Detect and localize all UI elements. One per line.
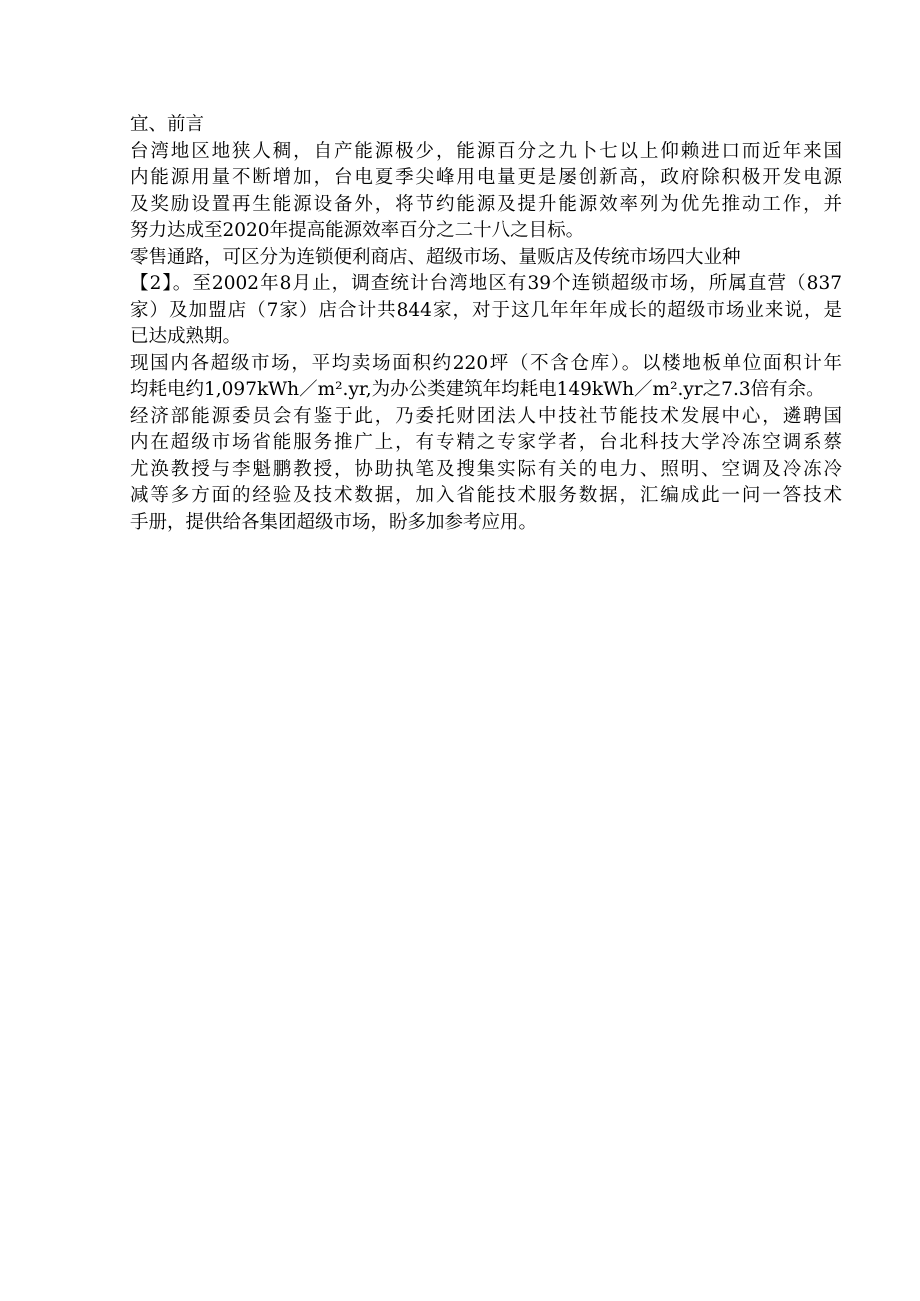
paragraph-line: 【2】。至2002年8月止，调查统计台湾地区有39个连锁超级市场，所属直营（837 <box>130 273 842 294</box>
paragraph-line: 手册，提供给各集团超级市场，盼多加参考应用。 <box>130 511 538 533</box>
section-heading: 宜、前言 <box>130 114 205 135</box>
paragraph-retail-channels <box>130 245 842 351</box>
paragraph-line: 家）及加盟店（7家）店合计共844家，对于这几年年年成长的超级市场业来说，是 <box>130 299 842 321</box>
paragraph-line: 已达成熟期。 <box>130 326 242 347</box>
paragraph-energy-consumption <box>130 351 842 404</box>
paragraph-energy-policy <box>130 139 842 245</box>
paragraph-handbook-purpose <box>130 404 842 537</box>
paragraph-line: 台湾地区地狭人稠，自产能源极少，能源百分之九卜七以上仰赖进口而近年来国 <box>130 140 842 162</box>
paragraph-line: 减等多方面的经验及技术数据，加入省能技术服务数据，汇编成此一问一答技术 <box>130 485 842 506</box>
paragraph-line: 经济部能源委员会有鉴于此，乃委托财团法人中技社节能技术发展中心，遴聘国 <box>130 405 842 427</box>
paragraph-line: 零售通路，可区分为连锁便利商店、超级市场、量贩店及传统市场四大业种 <box>130 246 741 268</box>
paragraph-line: 努力达成至2020年提高能源效率百分之二十八之目标。 <box>130 220 585 241</box>
paragraph-line: 现国内各超级市场，平均卖场面积约220坪（不含仓库）。以楼地板单位面积计年 <box>130 352 842 374</box>
document-body <box>130 112 842 536</box>
paragraph-line: 及奖励设置再生能源设备外，将节约能源及提升能源效率列为优先推动工作，并 <box>130 193 842 215</box>
paragraph-line: 内能源用量不断增加，台电夏季尖峰用电量更是屡创新高，政府除积极开发电源 <box>130 167 842 188</box>
paragraph-line: 均耗电约1,097kWh／m².yr,为办公类建筑年均耗电149kWh／m².yr之7.3倍有余。 <box>130 379 825 400</box>
paragraph-line: 内在超级市场省能服务推广上，有专精之专家学者，台北科技大学冷冻空调系蔡 <box>130 432 842 453</box>
paragraph-line: 尤涣教授与李魁鹏教授，协助执笔及搜集实际有关的电力、照明、空调及冷冻冷 <box>130 458 842 480</box>
